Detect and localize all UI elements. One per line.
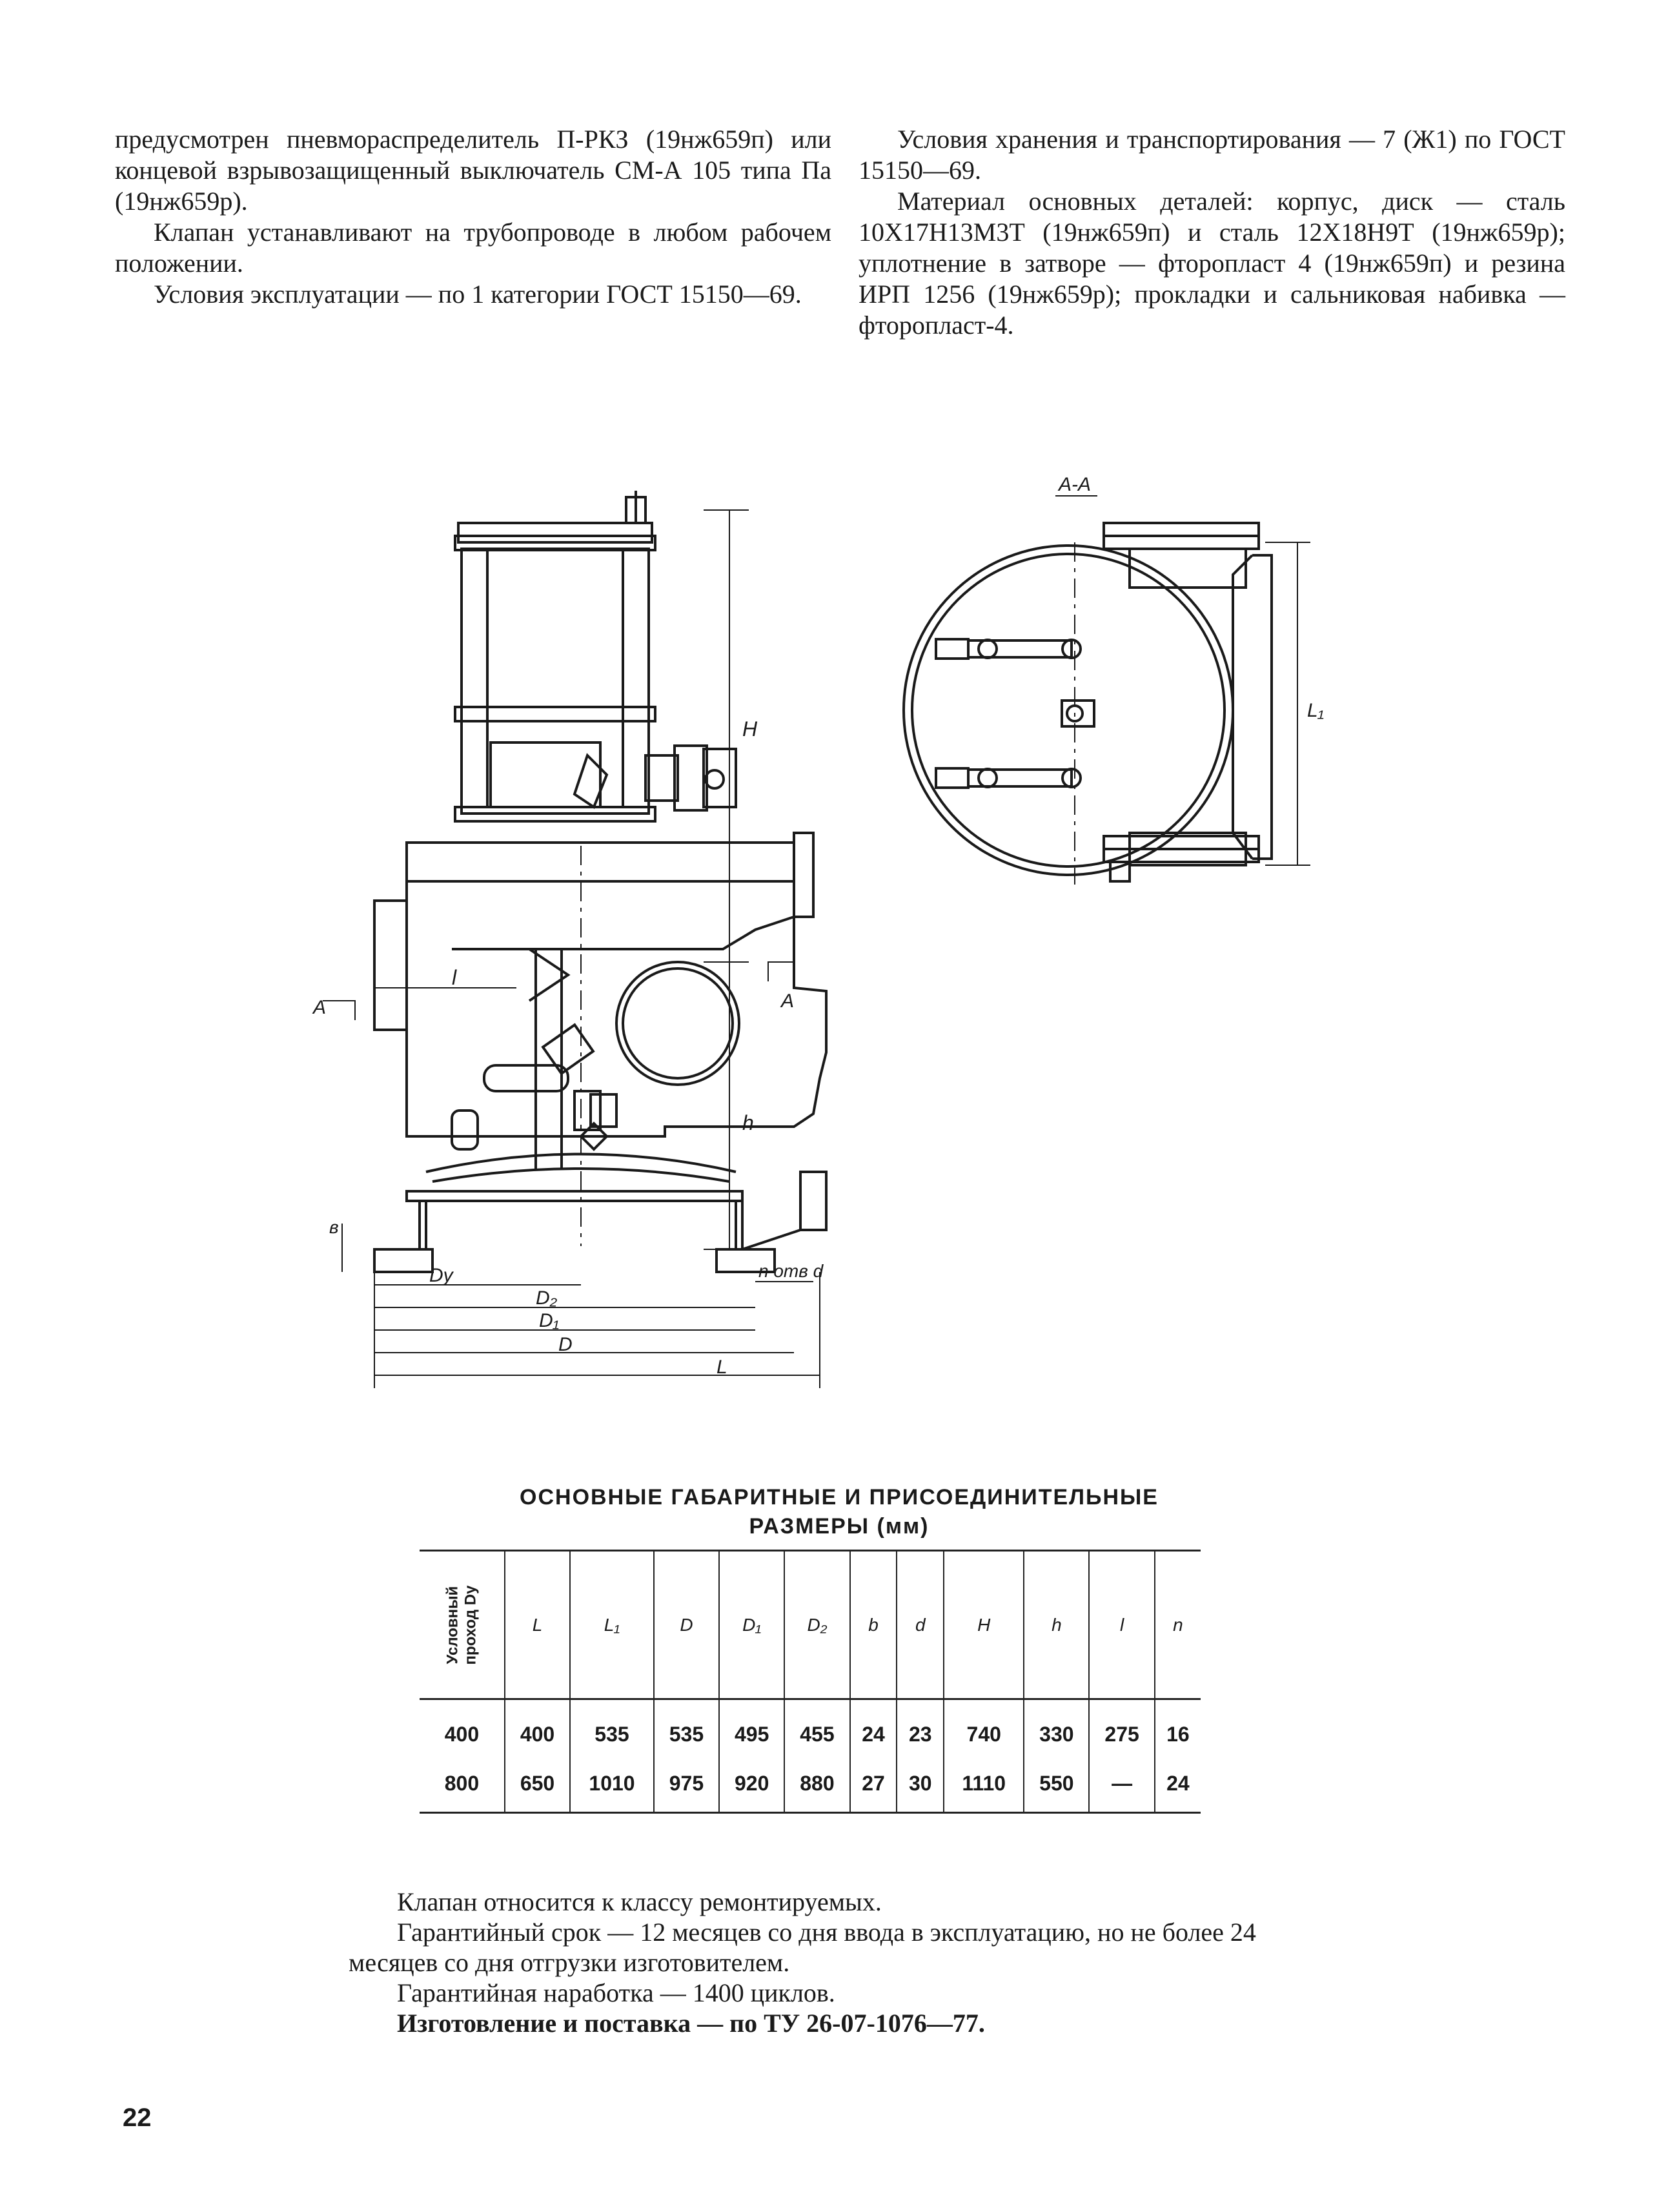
table-cell: 880 — [784, 1756, 849, 1813]
table-cell: 920 — [719, 1756, 784, 1813]
paragraph: Условия хранения и транспортирования — 7 (Ж1) по ГОСТ 15150—69. — [859, 125, 1565, 185]
table-cell: — — [1089, 1756, 1154, 1813]
page-number: 22 — [123, 2104, 152, 2132]
table-row — [420, 1699, 1201, 1756]
table-cell: 740 — [944, 1699, 1024, 1756]
header-line: проход Dу — [462, 1585, 480, 1664]
table-row — [420, 1756, 1201, 1813]
label-b: в — [329, 1217, 339, 1237]
header-nominal-bore — [420, 1551, 505, 1699]
header-d: d — [897, 1551, 944, 1699]
table-cell: 535 — [654, 1699, 719, 1756]
valve-technical-drawing — [303, 471, 1388, 1408]
table-cell: 24 — [1155, 1756, 1201, 1813]
table-cell: 1010 — [570, 1756, 654, 1813]
table-cell: 330 — [1024, 1699, 1089, 1756]
table-cell: 23 — [897, 1699, 944, 1756]
table-cell: 24 — [850, 1699, 897, 1756]
table-cell: 16 — [1155, 1699, 1201, 1756]
paragraph: Гарантийный срок — 12 месяцев со дня ввода в эксплуатацию, но не более 24 месяцев со дня отгрузки изготовителем. — [349, 1918, 1256, 1977]
table-title: ОСНОВНЫЕ ГАБАРИТНЫЕ И ПРИСОЕДИНИТЕЛЬНЫЕ — [520, 1485, 1159, 1510]
header-h: h — [1024, 1551, 1089, 1699]
label-h: h — [742, 1111, 754, 1134]
label-L: L — [717, 1357, 727, 1378]
label-holes: n отв d — [758, 1261, 824, 1281]
header-H: H — [944, 1551, 1024, 1699]
paragraph: Материал основных деталей: корпус, диск — сталь 10Х17Н13М3Т (19нж659п) и сталь 12Х18Н9Т (19нж659р); уплотнение в затворе — фторопласт 4 (19нж659п) и резина ИРП 1256 (19нж659р); прокладки и сальниковая набивка — фторопласт-4. — [859, 187, 1565, 340]
section-label: А-А — [1059, 474, 1092, 495]
table-cell: 800 — [444, 1772, 480, 1796]
paragraph: Гарантийная наработка — 1400 циклов. — [397, 1978, 835, 2007]
header-b: b — [850, 1551, 897, 1699]
header-L1: L₁ — [570, 1551, 654, 1699]
label-Du: Dу — [429, 1265, 453, 1286]
header-line: Условный — [443, 1586, 462, 1664]
paragraph: Клапан относится к классу ремонтируемых. — [397, 1887, 882, 1916]
label-L1: L₁ — [1307, 700, 1325, 721]
table-cell: 400 — [444, 1722, 480, 1746]
dimensions-table — [420, 1550, 1201, 1814]
paragraph: Изготовление и поставка — по ТУ 26-07-1076—77. — [397, 2009, 985, 2038]
front-view — [312, 491, 826, 1388]
table-header-row — [420, 1551, 1201, 1699]
paragraph: предусмотрен пневмораспределитель П-РКЗ (19нж659п) или концевой взрывозащищенный выключатель СМ-А 105 типа Па (19нж659р). — [115, 125, 831, 216]
label-l: l — [452, 966, 457, 989]
bottom-text-block — [349, 1887, 1310, 2038]
table-cell: 1110 — [944, 1756, 1024, 1813]
table-cell: 275 — [1089, 1699, 1154, 1756]
header-L: L — [505, 1551, 570, 1699]
header-D: D — [654, 1551, 719, 1699]
right-text-column — [859, 124, 1565, 341]
table-cell: 550 — [1024, 1756, 1089, 1813]
label-D1: D₁ — [539, 1310, 560, 1331]
table-cell: 30 — [897, 1756, 944, 1813]
table-cell: 400 — [505, 1699, 570, 1756]
header-l: l — [1089, 1551, 1154, 1699]
label-D2: D₂ — [536, 1287, 558, 1309]
table-cell: 495 — [719, 1699, 784, 1756]
paragraph: Клапан устанавливают на трубопроводе в любом рабочем положении. — [115, 218, 831, 278]
section-view-a-a — [904, 474, 1324, 885]
label-H: H — [742, 717, 758, 741]
paragraph: Условия эксплуатации — по 1 категории ГОСТ 15150—69. — [154, 280, 802, 309]
table-cell: 455 — [784, 1699, 849, 1756]
header-n: n — [1155, 1551, 1201, 1699]
label-A-right: А — [781, 990, 795, 1012]
table-title-units: РАЗМЕРЫ (мм) — [749, 1514, 930, 1539]
table-cell: 27 — [850, 1756, 897, 1813]
table-cell: 535 — [570, 1699, 654, 1756]
label-D: D — [558, 1334, 573, 1355]
header-D2: D₂ — [784, 1551, 849, 1699]
label-A-left: А — [313, 997, 327, 1018]
table-cell: 975 — [654, 1756, 719, 1813]
left-text-column — [115, 124, 831, 310]
table-cell: 650 — [505, 1756, 570, 1813]
header-D1: D₁ — [719, 1551, 784, 1699]
